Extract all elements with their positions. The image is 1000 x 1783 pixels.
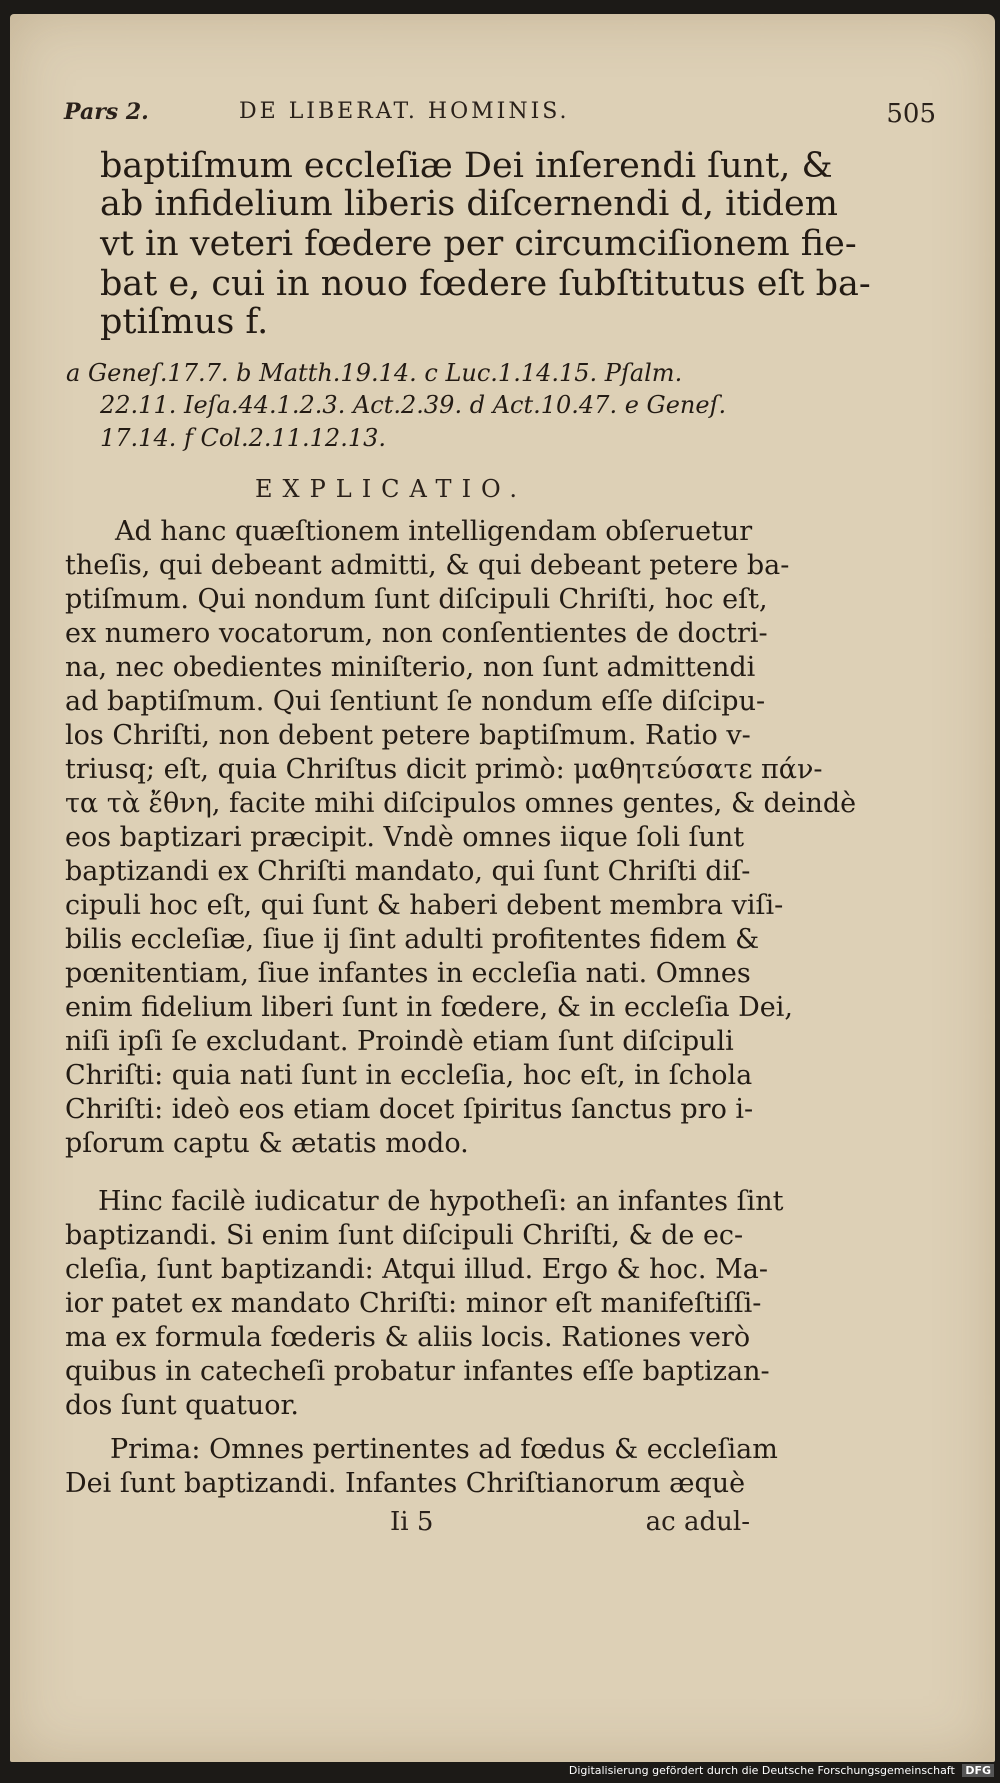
intro-line: baptiſmum eccleſiæ Dei inſerendi ſunt, & xyxy=(100,146,833,186)
reference-line: a Geneſ.17.7. b Matth.19.14. c Luc.1.14.15. Pſalm. xyxy=(66,359,683,387)
intro-line: vt in veteri fœdere per circumciſionem fie- xyxy=(100,224,857,264)
body-line: quibus in catecheſi probatur infantes eſſe baptizan- xyxy=(65,1356,770,1387)
digitization-credit xyxy=(569,1764,994,1777)
body-line: pſorum captu & ætatis modo. xyxy=(65,1128,469,1159)
intro-line: ptiſmus f. xyxy=(100,302,269,342)
reference-line: 17.14. f Col.2.11.12.13. xyxy=(100,424,386,452)
body-line: ma ex formula fœderis & aliis locis. Rationes verò xyxy=(65,1322,751,1353)
body-line: pœnitentiam, ſiue infantes in eccleſia nati. Omnes xyxy=(65,958,751,989)
body-line: baptizandi. Si enim ſunt diſcipuli Chriſti, & de ec- xyxy=(65,1220,744,1251)
body-line: enim fidelium liberi ſunt in fœdere, & in eccleſia Dei, xyxy=(65,992,793,1023)
body-line: ex numero vocatorum, non conſentientes de doctri- xyxy=(65,618,768,649)
part-label: Pars 2. xyxy=(64,99,149,125)
body-line: Ad hanc quæſtionem intelligendam obſeruetur xyxy=(115,516,753,547)
body-line: cleſia, ſunt baptizandi: Atqui illud. Ergo & hoc. Ma- xyxy=(65,1254,768,1285)
running-title: DE LIBERAT. HOMINIS. xyxy=(239,99,570,124)
body-line: Chriſti: ideò eos etiam docet ſpiritus ſanctus pro i- xyxy=(65,1094,754,1125)
body-line: baptizandi ex Chriſti mandato, qui ſunt Chriſti diſ- xyxy=(65,856,751,887)
catchword: ac adul- xyxy=(645,1507,750,1537)
body-line: bilis eccleſiæ, ſiue ij ſint adulti profitentes fidem & xyxy=(65,924,760,955)
body-line: Chriſti: quia nati ſunt in eccleſia, hoc eſt, in ſchola xyxy=(65,1060,753,1091)
section-title: EXPLICATIO. xyxy=(255,475,527,503)
body-line: τα τὰ ἔθνη, facite mihi diſcipulos omnes gentes, & deindè xyxy=(65,788,857,819)
credit-text: Digitalisierung gefördert durch die Deutsche Forschungsgemeinschaft xyxy=(568,1764,955,1777)
body-line: Hinc facilè iudicatur de hypotheſi: an infantes ſint xyxy=(98,1186,784,1217)
body-line: theſis, qui debeant admitti, & qui debeant petere ba- xyxy=(65,550,790,581)
dfg-logo: DFG xyxy=(962,1764,994,1777)
intro-line: ab infidelium liberis diſcernendi d, itidem xyxy=(100,184,838,224)
page-number: 505 xyxy=(886,99,936,129)
body-line: niſi ipſi ſe excludant. Proindè etiam ſunt diſcipuli xyxy=(65,1026,734,1057)
body-line: cipuli hoc eſt, qui ſunt & haberi debent membra viſi- xyxy=(65,890,784,921)
intro-line: bat e, cui in nouo fœdere ſubſtitutus eſt ba- xyxy=(100,264,871,304)
body-line: ad baptiſmum. Qui ſentiunt ſe nondum eſſe diſcipu- xyxy=(65,686,766,717)
body-line: triusq; eſt, quia Chriſtus dicit primò: μαθητεύσατε πάν- xyxy=(65,754,823,785)
body-line: ptiſmum. Qui nondum ſunt diſcipuli Chriſti, hoc eſt, xyxy=(65,584,768,615)
body-line: eos baptizari præcipit. Vndè omnes iique ſoli ſunt xyxy=(65,822,745,853)
reference-line: 22.11. Ieſa.44.1.2.3. Act.2.39. d Act.10.47. e Geneſ. xyxy=(100,391,727,419)
body-line: los Chriſti, non debent petere baptiſmum. Ratio v- xyxy=(65,720,751,751)
book-page xyxy=(10,14,995,1762)
body-line: dos ſunt quatuor. xyxy=(65,1390,299,1421)
body-line: Prima: Omnes pertinentes ad fœdus & eccleſiam xyxy=(110,1434,778,1465)
body-line: Dei ſunt baptizandi. Infantes Chriſtianorum æquè xyxy=(65,1468,746,1499)
body-line: na, nec obedientes miniſterio, non ſunt admittendi xyxy=(65,652,756,683)
signature-mark: Ii 5 xyxy=(390,1507,434,1537)
page-text xyxy=(10,14,995,1762)
body-line: ior patet ex mandato Chriſti: minor eſt manifeſtiſſi- xyxy=(65,1288,762,1319)
